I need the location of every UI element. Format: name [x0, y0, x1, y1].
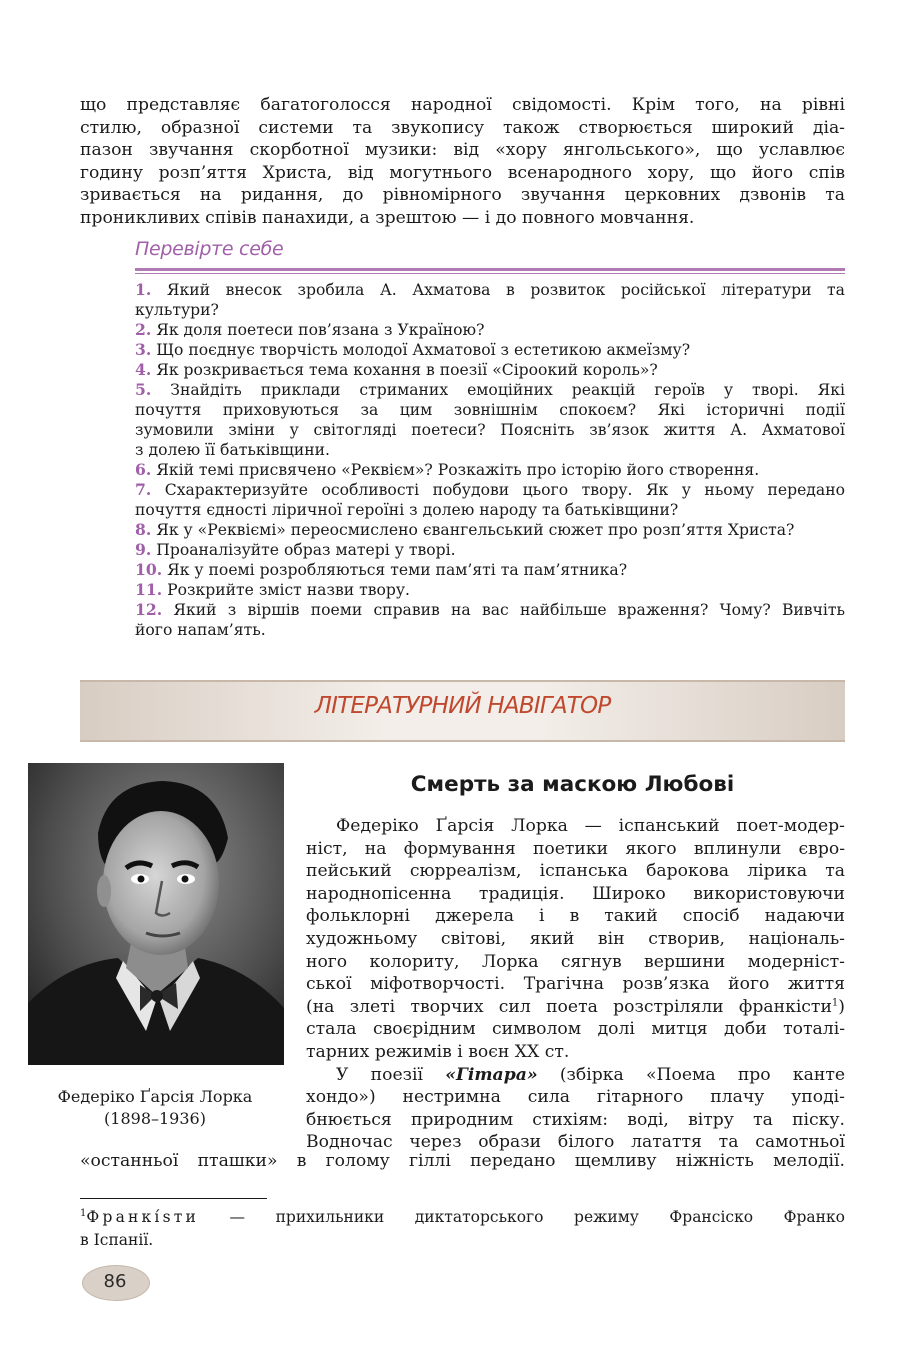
- article-line: [306, 996, 845, 1019]
- intro-line: зривається на ридання, до рівномірного звучання церковних дзвонів та: [80, 185, 845, 206]
- question-item: [135, 540, 845, 560]
- footnote: [80, 1206, 845, 1252]
- question-item: [135, 460, 845, 480]
- question-item: [135, 340, 845, 360]
- question-text: Проаналізуйте образ матері у творі.: [156, 541, 456, 559]
- article-line-text: ного колориту, Лорка сягнув вершини модерніст-: [306, 951, 845, 972]
- question-text: Схарактеризуйте особливості побудови цього твору. Як у ньому передано: [164, 481, 845, 499]
- question-line: [135, 420, 845, 440]
- article-line-text: художньому світові, який він створив, національ-: [306, 928, 845, 949]
- intro-line: годину розп’яття Христа, від могутнього всенародного хору, що його спів: [80, 162, 845, 183]
- footnote-text: в Іспанії.: [80, 1231, 154, 1249]
- question-item: [135, 380, 845, 460]
- question-number: 7.: [135, 480, 152, 499]
- question-item: [135, 360, 845, 380]
- article-line: [306, 905, 845, 928]
- question-text: почуття приховуються за цим зовнішнім спокоєм? Які історичні події: [135, 401, 845, 419]
- intro-paragraph: [80, 94, 845, 230]
- article-line-text: фольклорні джерела і в такий спосіб надаючи: [306, 906, 845, 927]
- portrait-caption-years: (1898–1936): [104, 1109, 206, 1128]
- article-line: Водночас через образи білого латаття та самотньої: [306, 1132, 845, 1153]
- footnote-mark: 1: [80, 1207, 87, 1219]
- question-text: зумовили зміни у світогляді поетеси? Поясніть зв’язок життя А. Ахматової: [135, 421, 845, 439]
- question-text: Який внесок зробила А. Ахматова в розвиток російської літератури та: [166, 281, 845, 299]
- intro-line: проникливих співів панахиди, а зрештою — і до повного мовчання.: [80, 207, 695, 228]
- question-item: [135, 580, 845, 600]
- section-rule: [135, 273, 845, 274]
- question-number: 4.: [135, 360, 152, 379]
- article-line: [306, 1018, 845, 1041]
- question-line: [135, 480, 845, 500]
- question-line: [135, 520, 845, 540]
- article-line-text: народнопісенна традиція. Широко використовуючи: [306, 883, 845, 904]
- section-title-check-yourself: Перевірте себе: [135, 238, 284, 260]
- article-line-text: (на злеті творчих сил поета розстріляли франкісти: [306, 996, 832, 1017]
- article-line-text: стала своєрідним символом долі митця доби тоталі-: [306, 1019, 845, 1040]
- question-number: 11.: [135, 580, 163, 599]
- article-line: [306, 928, 845, 951]
- question-line: [135, 580, 845, 600]
- intro-line: пазон звучання скорботної музики: від «хору янгольського», що уславлює: [80, 140, 845, 161]
- intro-line: що представляє багатоголосся народної свідомості. Крім того, на рівні: [80, 95, 845, 115]
- question-line: [135, 620, 845, 640]
- question-line: [135, 400, 845, 420]
- question-text: Якій темі присвячено «Реквієм»? Розкажіть про історію його створення.: [156, 461, 760, 479]
- question-number: 1.: [135, 280, 152, 299]
- question-line: [135, 320, 845, 340]
- question-item: [135, 320, 845, 340]
- question-line: [135, 360, 845, 380]
- question-line: [135, 460, 845, 480]
- section-rule: [135, 268, 845, 271]
- question-text: почуття єдності ліричної героїні з долею народу та батьківщини?: [135, 501, 679, 519]
- footnote-rule: [80, 1198, 267, 1199]
- article-line: хондо») нестримна сила гітарного плачу уподі-: [306, 1087, 845, 1108]
- question-number: 10.: [135, 560, 163, 579]
- question-text: Що поєднує творчість молодої Ахматової з естетикою акмеїзму?: [156, 341, 691, 359]
- poem-title: «Гітара»: [445, 1064, 538, 1085]
- question-line: [135, 540, 845, 560]
- question-line: [135, 500, 845, 520]
- question-text: його напам’ять.: [135, 621, 266, 639]
- article-line-text: пейський сюрреалізм, іспанська барокова лірика та: [306, 861, 845, 882]
- question-number: 9.: [135, 540, 152, 559]
- question-text: Знайдіть приклади стриманих емоційних реакцій героїв у творі. Які: [170, 381, 845, 399]
- article-line: [306, 951, 845, 974]
- article-line-text: ської міфотворчості. Трагічна розв’язка його життя: [306, 974, 845, 995]
- questions-list: [135, 280, 845, 640]
- question-line: [135, 300, 845, 320]
- article-last-line: [80, 1150, 845, 1173]
- portrait-caption-name: Федеріко Ґарсія Лорка: [57, 1087, 253, 1106]
- intro-line: стилю, образної системи та звукопису також створюється широкий діа-: [80, 117, 845, 138]
- question-item: [135, 480, 845, 520]
- article-line-text: (збірка «Поема про канте: [537, 1064, 845, 1085]
- article-line: [306, 815, 845, 838]
- article-line-text: Федеріко Ґарсія Лорка — іспанський поет-модер-: [336, 816, 845, 836]
- article-line: [306, 1041, 845, 1064]
- question-line: [135, 560, 845, 580]
- article-body: [306, 815, 845, 1154]
- question-number: 6.: [135, 460, 152, 479]
- article-line-text: тарних режимів і воєн XX ст.: [306, 1041, 570, 1062]
- article-line: «останньої пташки» в голому гіллі передано щемливу ніжність мелодії.: [80, 1151, 845, 1171]
- question-text: Як у поемі розробляються теми пам’яті та пам’ятника?: [167, 561, 628, 579]
- question-number: 8.: [135, 520, 152, 539]
- article-line: [306, 883, 845, 906]
- question-line: [135, 440, 845, 460]
- article-line-text: У поезії: [336, 1064, 446, 1085]
- article-line-text: ніст, на формування поетики якого вплинули євро-: [306, 838, 845, 859]
- question-line: [135, 340, 845, 360]
- portrait-photo: [28, 763, 284, 1065]
- article-line: [306, 973, 845, 996]
- article-line: бнюється природним стихіям: воді, вітру та піску.: [306, 1109, 845, 1130]
- question-text: культури?: [135, 301, 219, 319]
- question-item: [135, 560, 845, 580]
- article-line: [306, 838, 845, 861]
- question-number: 5.: [135, 380, 152, 399]
- article-title: Смерть за маскою Любові: [410, 772, 735, 797]
- navigator-title: ЛІТЕРАТУРНИЙ НАВІГАТОР: [314, 693, 611, 719]
- footnote-reference: 1: [831, 997, 839, 1009]
- question-text: з долею її батьківщини.: [135, 441, 330, 459]
- question-item: [135, 600, 845, 640]
- question-text: Як доля поетеси пов’язана з Україною?: [156, 321, 485, 339]
- question-text: Який з віршів поеми справив на вас найбільше враження? Чому? Вивчіть: [173, 601, 845, 619]
- question-text: Розкрийте зміст назви твору.: [167, 581, 410, 599]
- question-number: 3.: [135, 340, 152, 359]
- footnote-term: Франкísти: [86, 1208, 200, 1226]
- article-line-text: ): [838, 996, 845, 1017]
- article-line: [306, 1064, 845, 1087]
- article-line: [306, 860, 845, 883]
- question-number: 12.: [135, 600, 163, 619]
- question-item: [135, 520, 845, 540]
- footnote-text: — прихильники диктаторського режиму Франсіско Франко: [199, 1208, 845, 1226]
- question-text: Як у «Реквіємі» переосмислено євангельський сюжет про розп’яття Христа?: [156, 521, 795, 539]
- question-text: Як розкривається тема кохання в поезії «Сіроокий король»?: [156, 361, 658, 379]
- question-item: [135, 280, 845, 320]
- question-line: [135, 600, 845, 620]
- question-line: [135, 280, 845, 300]
- question-line: [135, 380, 845, 400]
- question-number: 2.: [135, 320, 152, 339]
- page-number: 86: [103, 1271, 127, 1292]
